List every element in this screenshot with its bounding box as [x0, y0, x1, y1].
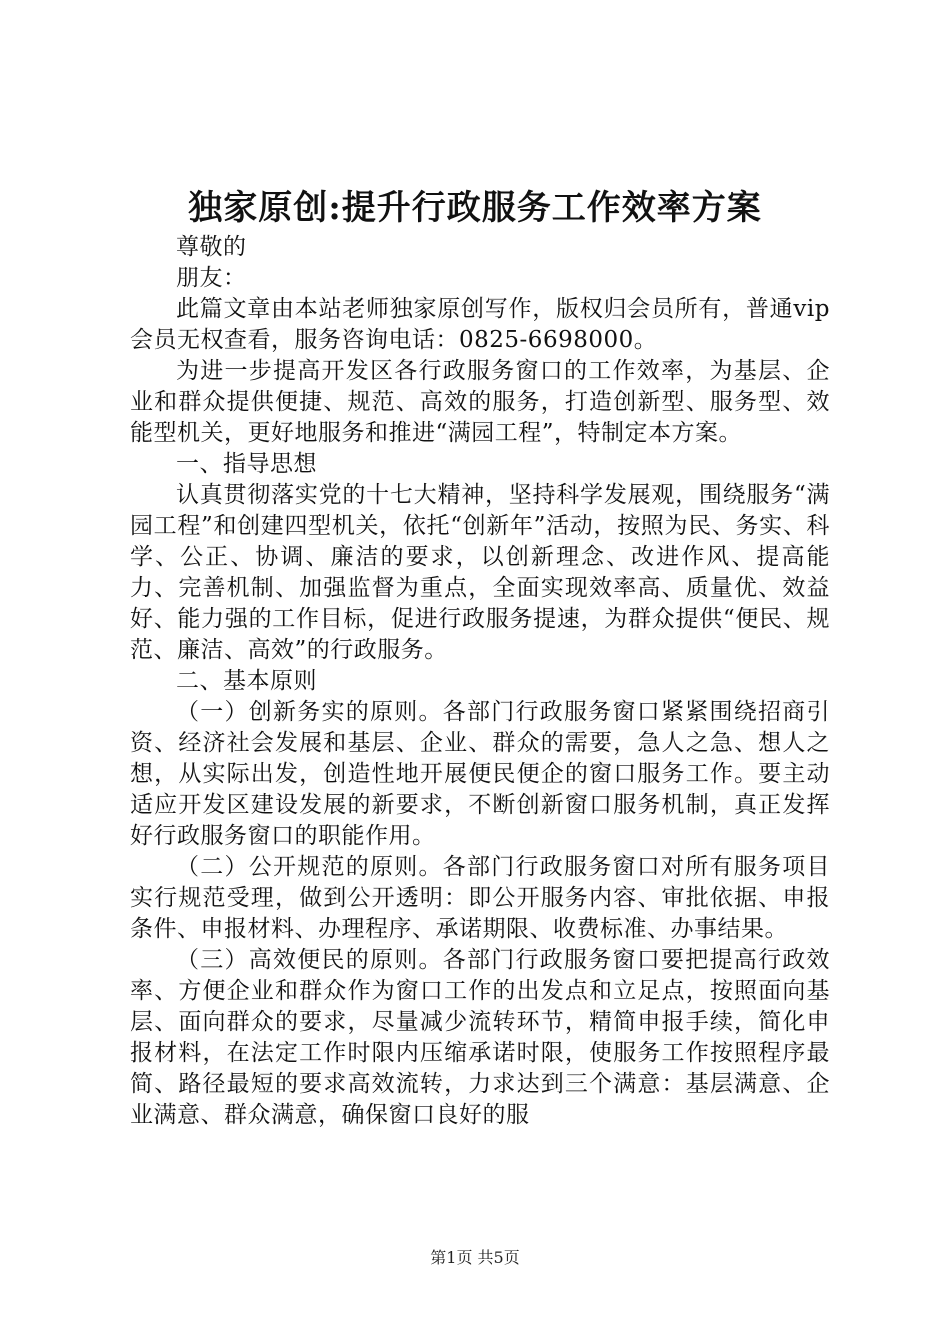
intro-paragraph: 为进一步提高开发区各行政服务窗口的工作效率，为基层、企业和群众提供便捷、规范、高效的服务，打造创新型、服务型、效能型机关，更好地服务和推进“满园工程”，特制定本方案。 [130, 358, 830, 446]
principle-3-paragraph: （三）高效便民的原则。各部门行政服务窗口要把提高行政效率、方便企业和群众作为窗口工作的出发点和立足点，按照面向基层、面向群众的要求，尽量减少流转环节，精简申报手续，简化申报材料，在法定工作时限内压缩承诺时限，使服务工作按照程序最简、路径最短的要求高效流转，力求达到三个满意：基层满意、企业满意、群众满意，确保窗口良好的服 [130, 947, 830, 1128]
page-footer: 第1页 共5页 [430, 1248, 520, 1267]
section-heading-guiding-thought: 一、指导思想 [176, 451, 317, 477]
guiding-thought-paragraph: 认真贯彻落实党的十七大精神，坚持科学发展观，围绕服务“满园工程”和创建四型机关，依托“创新年”活动，按照为民、务实、科学、公正、协调、廉洁的要求，以创新理念、改进作风、提高能力、完善机制、加强监督为重点，全面实现效率高、质量优、效益好、能力强的工作目标，促进行政服务提速，为群众提供“便民、规范、廉洁、高效”的行政服务。 [130, 482, 830, 663]
greeting-line-2: 朋友： [176, 265, 247, 291]
section-heading-basic-principles: 二、基本原则 [176, 668, 317, 694]
document-title: 独家原创:提升行政服务工作效率方案 [188, 188, 762, 228]
greeting-line-1: 尊敬的 [176, 234, 247, 260]
document-body [130, 232, 830, 1131]
copyright-notice: 此篇文章由本站老师独家原创写作，版权归会员所有，普通vip会员无权查看，服务咨询电话：0825-6698000。 [130, 296, 830, 353]
principle-1-paragraph: （一）创新务实的原则。各部门行政服务窗口紧紧围绕招商引资、经济社会发展和基层、企业、群众的需要，急人之急、想人之想，从实际出发，创造性地开展便民便企的窗口服务工作。要主动适应开发区建设发展的新要求，不断创新窗口服务机制，真正发挥好行政服务窗口的职能作用。 [130, 699, 830, 849]
principle-2-paragraph: （二）公开规范的原则。各部门行政服务窗口对所有服务项目实行规范受理，做到公开透明：即公开服务内容、审批依据、申报条件、申报材料、办理程序、承诺期限、收费标准、办事结果。 [130, 854, 830, 942]
